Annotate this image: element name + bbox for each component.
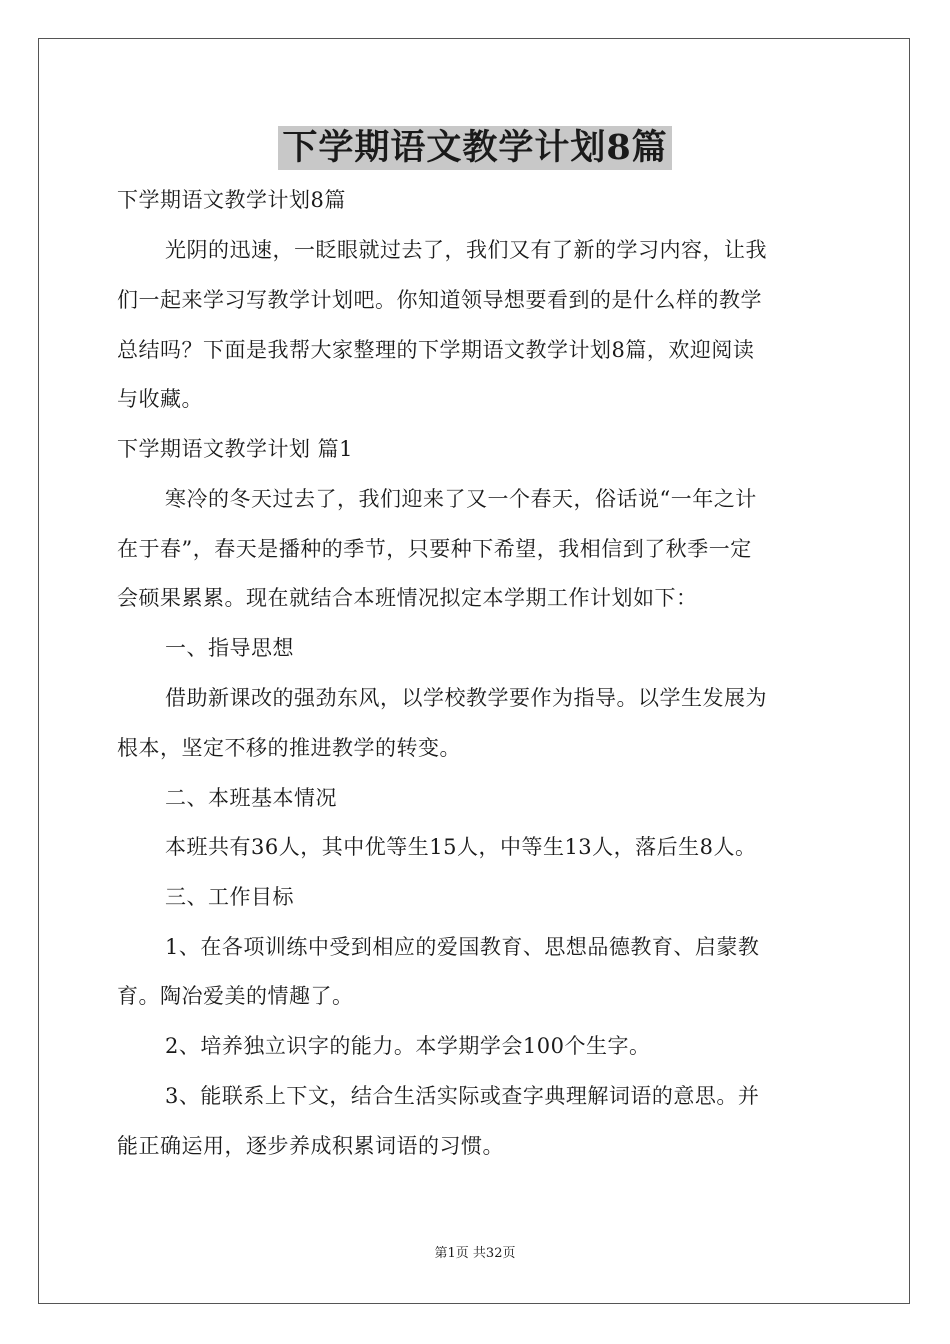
goal-item-1-cont: 育。陶冶爱美的情趣了。 — [117, 984, 354, 1008]
document-title: 下学期语文教学计划8篇 — [278, 126, 671, 170]
intro-line-3: 总结吗？下面是我帮大家整理的下学期语文教学计划8篇，欢迎阅读 — [117, 338, 755, 362]
paragraph-line: 根本，坚定不移的推进教学的转变。 — [117, 736, 461, 760]
section-heading-1: 下学期语文教学计划 篇1 — [117, 437, 354, 461]
intro-line-1: 光阴的迅速，一眨眼就过去了，我们又有了新的学习内容，让我 — [165, 238, 767, 262]
page-border — [38, 38, 910, 1304]
paragraph-line: 在于春”，春天是播种的季节，只要种下希望，我相信到了秋季一定 — [117, 537, 752, 561]
intro-line-4: 与收藏。 — [117, 387, 203, 411]
paragraph-line: 借助新课改的强劲东风，以学校教学要作为指导。以学生发展为 — [165, 686, 767, 710]
subheading-work-goals: 三、工作目标 — [165, 885, 294, 909]
paragraph-line: 会硕果累累。现在就结合本班情况拟定本学期工作计划如下： — [117, 586, 698, 610]
goal-item-3-cont: 能正确运用，逐步养成积累词语的习惯。 — [117, 1134, 504, 1158]
paragraph-line: 寒冷的冬天过去了，我们迎来了又一个春天，俗话说“一年之计 — [165, 487, 757, 511]
goal-item-1: 1、在各项训练中受到相应的爱国教育、思想品德教育、启蒙教 — [165, 935, 760, 959]
page-footer: 第1页 共32页 — [434, 1246, 516, 1261]
subheading-class-situation: 二、本班基本情况 — [165, 786, 337, 810]
intro-line-2: 们一起来学习写教学计划吧。你知道领导想要看到的是什么样的教学 — [117, 288, 762, 312]
paragraph-line: 本班共有36人，其中优等生15人，中等生13人，落后生8人。 — [165, 835, 757, 859]
subheading-guiding-thought: 一、指导思想 — [165, 636, 294, 660]
title-area — [0, 126, 950, 170]
goal-item-3: 3、能联系上下文，结合生活实际或查字典理解词语的意思。并 — [165, 1084, 760, 1108]
goal-item-2: 2、培养独立识字的能力。本学期学会100个生字。 — [165, 1034, 651, 1058]
subtitle-line: 下学期语文教学计划8篇 — [117, 188, 346, 212]
